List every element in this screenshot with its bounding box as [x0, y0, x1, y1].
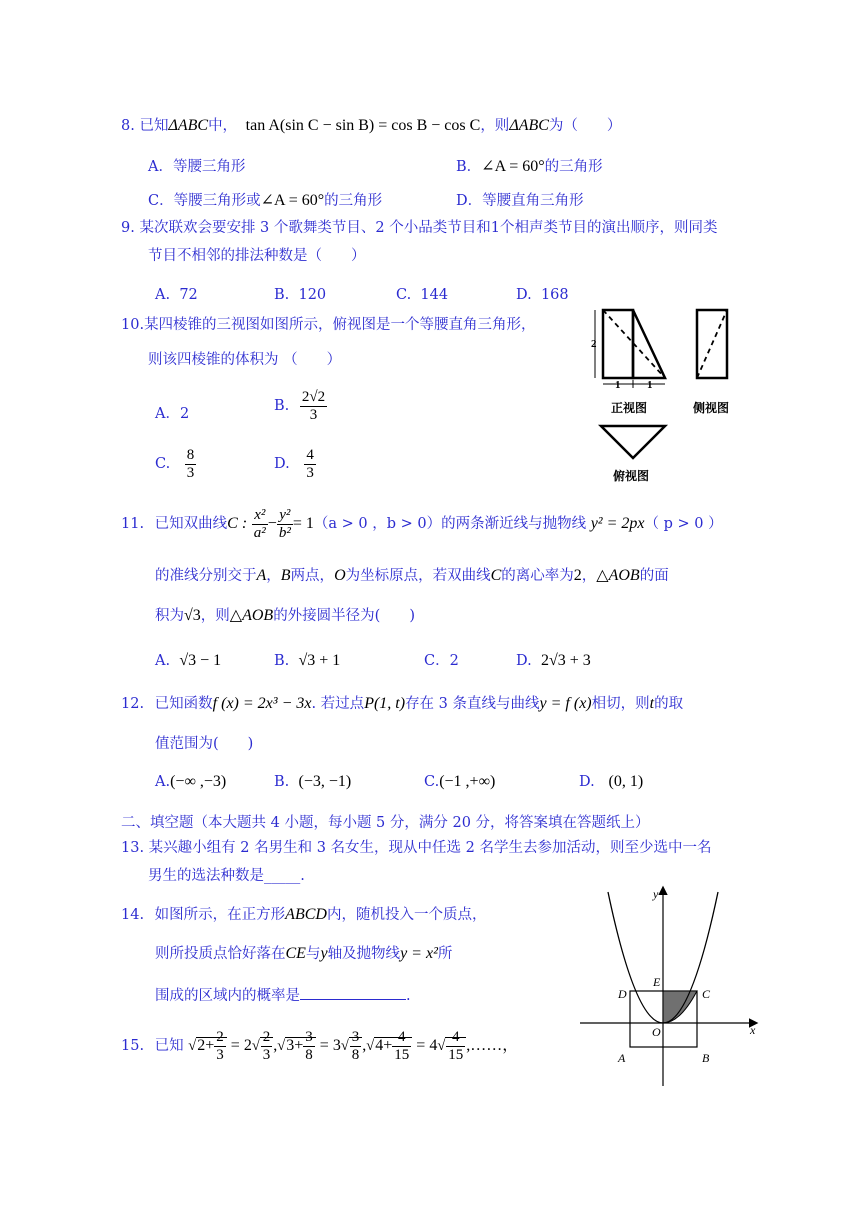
q10-option-b-denominator: 3 — [309, 406, 318, 423]
q15-term-2-rden: 8 — [351, 1047, 360, 1064]
question-9 — [121, 218, 717, 238]
q15-tail: ……， — [470, 1037, 519, 1054]
q11-option-d-label: D. — [516, 653, 532, 669]
q11-option-a — [155, 651, 221, 671]
q14-line3 — [155, 985, 411, 1006]
q15-term-3-num: 4 — [392, 1029, 411, 1047]
q12-function: f (x) = 2x³ − 3x — [212, 695, 312, 712]
q12-number: 12. — [121, 696, 145, 712]
q15-term-1-rden: 3 — [262, 1047, 271, 1064]
q14-l3-end: . — [406, 988, 411, 1004]
point-d-label: D — [618, 987, 627, 1001]
q11-option-c-value: 2 — [449, 653, 459, 669]
question-14 — [121, 905, 486, 925]
q14-l2-b: 与 — [305, 946, 321, 962]
q14-line2 — [155, 944, 452, 964]
q10-option-c-label: C. — [155, 456, 171, 472]
q9-option-b — [274, 285, 326, 305]
q8-option-c-text: 的三角形 — [324, 193, 383, 209]
q12-t: t — [649, 695, 655, 712]
q15-term-2-int: 3 — [286, 1037, 295, 1054]
q11-cond2: （ p > 0 ） — [644, 516, 723, 532]
q12-line2: 值范围为( ) — [155, 736, 254, 752]
q8-option-b-math: ∠A = 60° — [481, 158, 545, 175]
q11-option-c-label: C． — [424, 653, 450, 669]
q11-b2: b² — [278, 524, 291, 541]
q15-term-3: √4+ $\frac{4}{15}$ = 4√ $\frac{4}{15}$ — [366, 1038, 466, 1054]
q15-term-1-num: 2 — [216, 1029, 224, 1046]
q15-term-3-int: 4 — [375, 1037, 384, 1054]
q11-eq-one: = 1 — [292, 515, 314, 532]
q15-term-1-den: 3 — [216, 1047, 224, 1064]
q11-x2: x² — [252, 507, 268, 525]
q11-option-d-value: 2√3 + 3 — [540, 652, 591, 669]
q12-option-c-label: C. — [424, 774, 440, 790]
q14-number: 14. — [121, 907, 145, 923]
q9-option-d-label: D. — [516, 287, 532, 303]
q8-number: 8. — [121, 118, 135, 134]
q11-eccentricity: 2 — [573, 567, 582, 584]
q14-l2-d: 所 — [437, 946, 453, 962]
q14-answer-blank[interactable] — [300, 985, 406, 1000]
three-view-figure — [585, 300, 755, 490]
point-a-label: A — [618, 1051, 626, 1065]
q11-l3-c: 的外接圆半径为( ) — [273, 608, 416, 624]
q10-option-c — [155, 446, 196, 482]
width-dimension-1: 1 — [615, 379, 621, 391]
q15-term-2-rnum: 3 — [351, 1029, 360, 1046]
q15-term-1-rnum: 2 — [262, 1029, 271, 1046]
q11-point-b: B — [280, 567, 291, 584]
q9-number: 9. — [121, 220, 135, 236]
q15-number: 15. — [121, 1038, 145, 1054]
q15-term-1-int: 2 — [197, 1037, 206, 1054]
q15-term-2-den: 8 — [305, 1047, 313, 1064]
q8-option-a: A．等腰三角形 — [148, 159, 246, 175]
q8-triangle: ΔABC — [168, 117, 209, 134]
q8-equation: tan A(sin C − sin B) = cos B − cos C — [245, 117, 481, 134]
top-view — [601, 426, 665, 483]
q9-option-a — [155, 285, 198, 305]
q11-area: √3 — [184, 607, 201, 624]
q9-option-b-value: 120 — [298, 287, 327, 303]
q12-option-b-value: (−3, −1) — [298, 773, 352, 790]
q8-stem-b: 中， — [208, 118, 238, 134]
q12-l1-b: . 若过点 — [311, 696, 365, 712]
q14-l1-a: 如图所示，在正方形 — [154, 907, 286, 923]
q12-l1-d: 相切，则 — [591, 696, 650, 712]
q8-option-d: D．等腰直角三角形 — [456, 193, 584, 209]
q12-option-d — [579, 772, 643, 792]
q8-option-b-text: 的三角形 — [544, 159, 603, 175]
question-12 — [121, 694, 683, 714]
q11-comma: ， — [266, 568, 281, 584]
q15-term-3-rden: 15 — [448, 1047, 464, 1064]
q13-line2: 男生的选法种数是_____. — [148, 868, 305, 884]
q10-option-a: A．2 — [155, 406, 190, 422]
front-view-triangle — [633, 310, 665, 378]
q12-option-a-label: A. — [155, 774, 171, 790]
q12-curve: y = f (x) — [539, 695, 592, 712]
front-view — [591, 310, 665, 415]
q9-option-c — [396, 285, 448, 305]
q13-line1: 某兴趣小组有 2 名男生和 3 名女生，现从中任选 2 名学生去参加活动，则至少选中一名 — [148, 840, 712, 856]
q11-option-b-label: B. — [274, 653, 290, 669]
section-2-heading: 二、填空题（本大题共 4 小题，每小题 5 分，满分 20 分，将答案填在答题纸上） — [121, 815, 650, 831]
q15-term-3-rnum: 4 — [446, 1029, 465, 1047]
q9-option-b-label: B. — [274, 287, 290, 303]
q10-option-c-fraction — [185, 447, 197, 482]
q14-l2-c: 轴及抛物线 — [327, 946, 401, 962]
q12-l1-a: 已知函数 — [154, 696, 213, 712]
q14-l3: 围成的区域内的概率是 — [155, 988, 300, 1004]
q12-option-a — [155, 772, 226, 792]
top-view-triangle — [601, 426, 665, 458]
q11-l2-e: ， — [581, 568, 597, 584]
q12-option-b — [274, 772, 351, 792]
q11-parabola: y² = 2px — [590, 515, 645, 532]
q11-option-b-value: √3 + 1 — [298, 652, 341, 669]
q10-option-b-label: B. — [274, 398, 290, 414]
q8-triangle-2: ΔABC — [509, 117, 549, 134]
q11-l2-f: 的面 — [639, 568, 669, 584]
q11-option-c — [424, 651, 459, 671]
q9-option-a-value: 72 — [179, 287, 198, 303]
point-e-label: E — [653, 975, 661, 989]
q11-option-b — [274, 651, 340, 671]
origin-label: O — [652, 1025, 661, 1039]
q12-option-c — [424, 772, 495, 792]
front-view-rect — [603, 310, 633, 378]
q11-frac-x — [252, 507, 268, 542]
q11-point-a: A — [256, 567, 267, 584]
y-axis-label: y — [653, 887, 659, 901]
q9-option-c-value: 144 — [420, 287, 449, 303]
q12-l1-e: 的取 — [654, 696, 684, 712]
q11-line3 — [155, 606, 415, 626]
q15-term-1: √2+ $\frac{2}{3}$ = 2√ $\frac{2}{3}$ — [188, 1038, 273, 1054]
q11-curve: C : — [227, 515, 248, 532]
front-view-label: 正视图 — [611, 401, 648, 415]
q11-number: 11. — [121, 516, 145, 532]
q15-lead: 已知 — [154, 1038, 184, 1054]
q14-l2-a: 则所投质点恰好落在 — [155, 946, 286, 962]
question-13 — [121, 838, 712, 858]
q11-l3-a: 积为 — [155, 608, 184, 624]
height-dimension: 2 — [591, 338, 597, 350]
q12-point: P(1, t) — [364, 695, 406, 712]
width-dimension-2: 1 — [647, 379, 653, 391]
q14-l1-b: 内，随机投入一个质点， — [326, 907, 487, 923]
question-15: 15. 已知 √2+ $\frac{2}{3}$ = 2√ $\frac{2}{3}$ ,√3+ $\frac{3}{8}$ = 3√ $\frac{3}{8}$ ,√4+ $\frac{4}{15}$ = 4√ $\frac{4}{15}$ ,……， — [121, 1029, 519, 1064]
q8-stem-a: 已知 — [139, 118, 169, 134]
q12-option-b-label: B. — [274, 774, 290, 790]
q10-option-d-fraction — [304, 447, 316, 482]
q11-l3-b: ，则 — [200, 608, 230, 624]
q11-l1-b: 的两条渐近线与抛物线 — [441, 516, 587, 532]
q10-option-b-fraction — [300, 389, 327, 424]
q12-l1-c: 存在 3 条直线与曲线 — [405, 696, 540, 712]
question-10 — [121, 315, 536, 335]
q13-number: 13. — [121, 840, 145, 856]
q8-option-b-label: B． — [456, 159, 482, 175]
point-c-label: C — [702, 987, 711, 1001]
q9-line2: 节目不相邻的排法种数是（ ） — [148, 248, 366, 264]
q15-term-3-coef: 4 — [429, 1037, 438, 1054]
q15-term-1-coef: 2 — [243, 1037, 252, 1054]
q8-option-c — [148, 191, 382, 211]
q11-option-d — [516, 651, 591, 671]
q10-option-c-denominator: 3 — [186, 464, 195, 481]
point-b-label: B — [702, 1051, 710, 1065]
q12-option-c-value: (−1 ,+∞) — [439, 773, 496, 790]
q10-line1: 某四棱锥的三视图如图所示，俯视图是一个等腰直角三角形， — [144, 317, 536, 333]
side-view-hidden-edge — [697, 310, 727, 378]
side-view — [692, 310, 729, 415]
q9-option-d — [516, 285, 569, 305]
shaded-region — [663, 991, 697, 1023]
q15-term-2-num: 3 — [305, 1029, 313, 1046]
q11-option-a-value: √3 − 1 — [179, 652, 222, 669]
parabola-figure — [578, 882, 768, 1088]
q9-option-a-label: A. — [155, 287, 171, 303]
side-view-label: 侧视图 — [693, 401, 730, 415]
q11-origin: O — [334, 567, 346, 584]
q15-term-3-den: 15 — [394, 1047, 410, 1064]
q8-option-c-label: C．等腰三角形或 — [148, 193, 261, 209]
q14-square: ABCD — [285, 906, 327, 923]
q11-line2 — [155, 566, 669, 586]
q9-option-c-label: C. — [396, 287, 412, 303]
q12-option-d-value: (0, 1) — [608, 773, 644, 790]
q10-number: 10. — [121, 317, 145, 333]
q8-stem-d: 为（ ） — [548, 118, 622, 134]
x-axis-label: x — [750, 1023, 756, 1037]
q8-option-c-math: ∠A = 60° — [260, 192, 325, 209]
q15-term-2-coef: 3 — [332, 1037, 341, 1054]
q11-y2: y² — [277, 507, 293, 525]
q11-l1-a: 已知双曲线 — [154, 516, 228, 532]
q10-option-c-numerator: 8 — [186, 446, 195, 463]
q11-triangle-2: △AOB — [229, 607, 274, 624]
q12-option-d-label: D. — [579, 774, 595, 790]
q10-option-d-numerator: 4 — [306, 446, 314, 463]
q11-option-a-label: A. — [155, 653, 171, 669]
q8-stem-c: ，则 — [480, 118, 510, 134]
q14-ce: CE — [285, 945, 306, 962]
q14-y: y — [320, 945, 328, 962]
q8-option-b — [456, 157, 603, 177]
q11-triangle: △AOB — [596, 567, 640, 584]
q10-line2: 则该四棱锥的体积为 （ ） — [148, 352, 342, 368]
question-11: 11. 已知双曲线C : $\frac{\text{x²}}{\text{a²}}$ − $\frac{\text{y²}}{\text{b²}}$ = 1（a > 0 ，b > 0）的两条渐近线与抛物线 y² = 2px（ p > 0 ） — [121, 506, 723, 541]
q11-l2-d: 的离心率为 — [501, 568, 574, 584]
q11-a2: a² — [253, 524, 266, 541]
q9-option-d-value: 168 — [540, 287, 569, 303]
top-view-label: 俯视图 — [613, 469, 650, 483]
q9-line1: 某次联欢会要安排 3 个歌舞类节目、2 个小品类节目和1个相声类节目的演出顺序，则同类 — [139, 220, 718, 236]
q15-term-2: √3+ $\frac{3}{8}$ = 3√ $\frac{3}{8}$ — [277, 1038, 362, 1054]
q10-option-b — [274, 388, 327, 424]
q11-l2-b: 两点， — [290, 568, 335, 584]
q10-option-d-denominator: 3 — [306, 464, 314, 481]
q11-l2-a: 的准线分别交于 — [155, 568, 257, 584]
q10-option-d-label: D. — [274, 456, 290, 472]
q10-option-d — [274, 446, 316, 482]
q12-option-a-value: (−∞ ,−3) — [170, 773, 227, 790]
q11-curve-c: C — [490, 567, 502, 584]
q11-cond1: （a > 0 ，b > 0） — [313, 516, 442, 532]
q11-l2-c: 为坐标原点，若双曲线 — [345, 568, 491, 584]
q10-option-b-numerator: 2√2 — [301, 388, 326, 405]
q14-parabola: y = x² — [400, 945, 438, 962]
question-8 — [121, 116, 621, 136]
q11-frac-y — [277, 507, 293, 542]
